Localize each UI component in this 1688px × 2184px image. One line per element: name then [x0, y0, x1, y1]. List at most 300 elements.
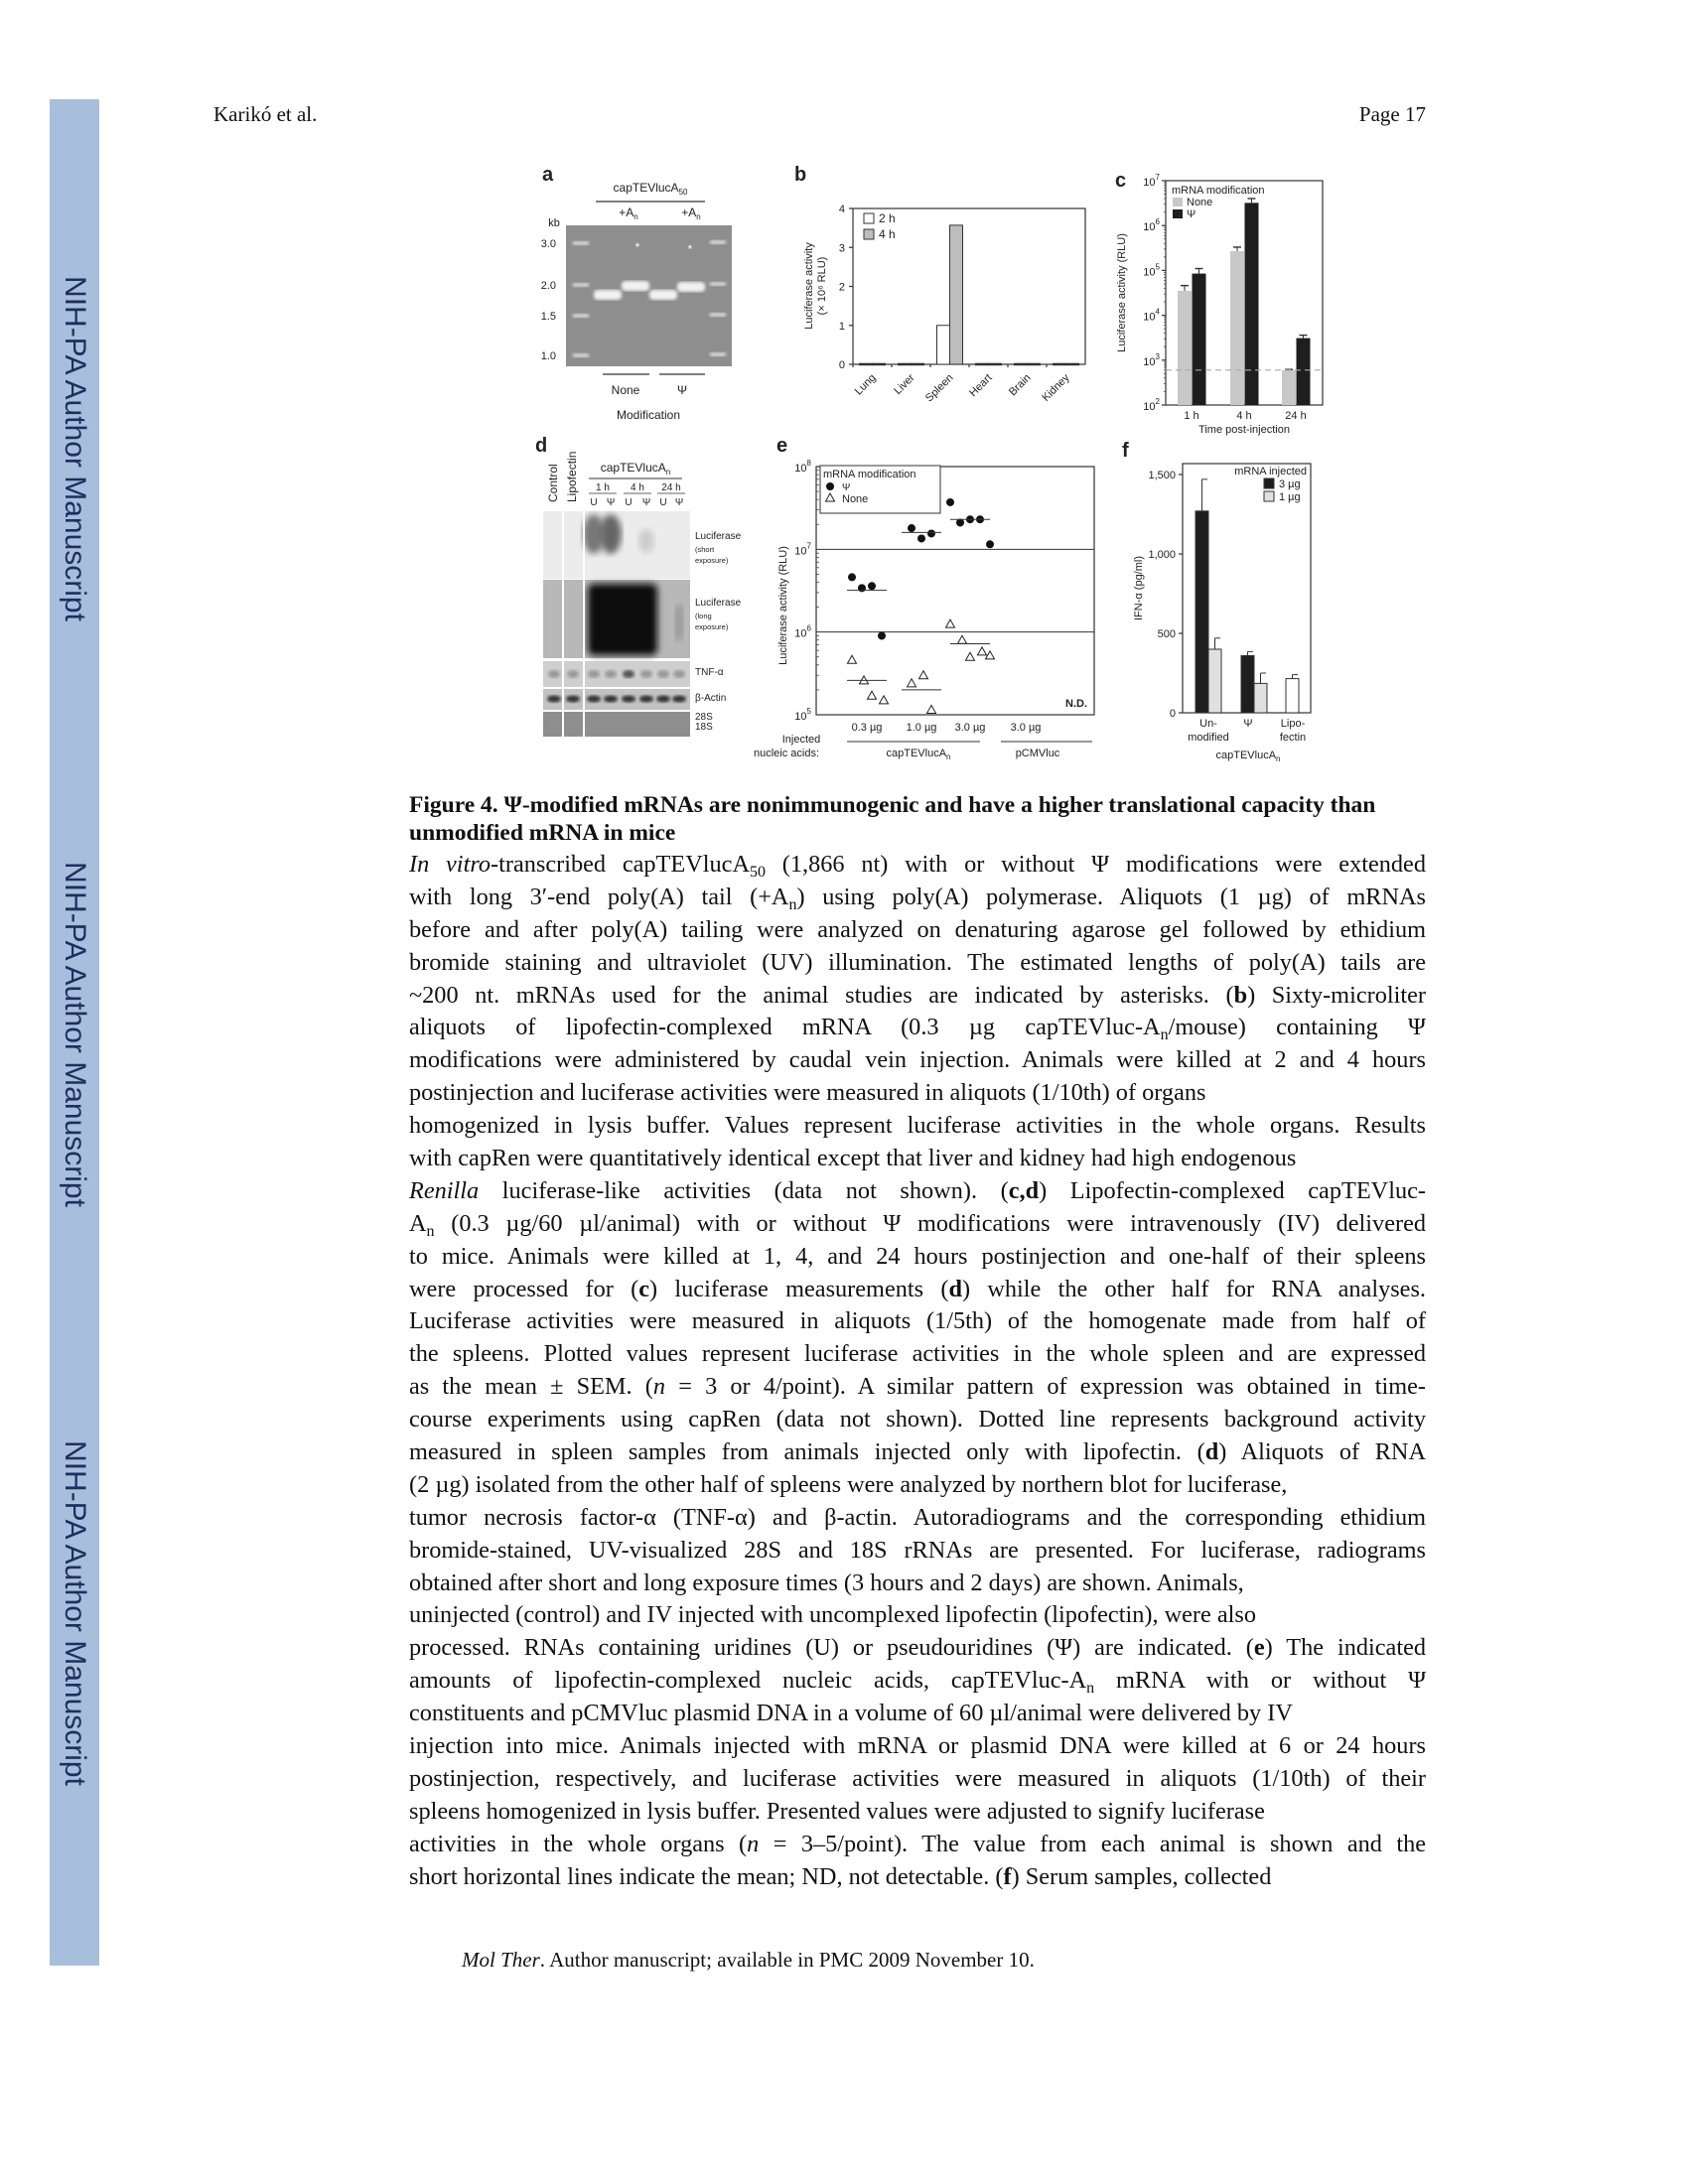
figure-4 [526, 159, 1430, 774]
caption-text: constituents and pCMVluc plasmid DNA in a volume of 60 µl/animal were delivered by IV [409, 1700, 1293, 1727]
manuscript-sidebar [50, 99, 99, 1966]
kb-tick-label: 2.0 [540, 280, 556, 292]
x-tick-label: Heart [967, 371, 995, 400]
group-label-captevluc-base: capTEVlucA [886, 748, 947, 759]
legend-title: mRNA modification [1172, 185, 1265, 197]
bar-1h-none [1178, 291, 1192, 405]
lane-label: Ψ [606, 497, 616, 508]
caption-text: measured in spleen samples from animals injected only with lipofectin. ( [409, 1438, 1205, 1466]
point-none [966, 652, 975, 660]
lane-label-psi-an [681, 205, 700, 221]
legend-label: 2 h [879, 211, 896, 225]
caption-title-line: Figure 4. Ψ-modified mRNAs are nonimmunogenic and have a higher translational capacity than [409, 792, 1376, 818]
y-tick-label-exp: 8 [806, 459, 811, 468]
tnf-band [548, 670, 560, 678]
column-label-lipofectin: Lipofectin [565, 451, 579, 502]
y-tick-label-base: 10 [794, 627, 807, 640]
bar-kidney-2h [1054, 363, 1066, 365]
caption-text: amounts of lipofectin-complexed nucleic acids, capTEVluc-A [409, 1667, 1087, 1695]
bar-4h-psi [1245, 203, 1259, 405]
y-tick-label [1143, 308, 1160, 324]
x-tick-label: 3.0 µg [954, 722, 986, 734]
caption-line [409, 947, 1426, 980]
panel-a-label: a [542, 164, 554, 186]
caption-text: mRNA with or without Ψ [1094, 1667, 1426, 1695]
caption-text: (1,866 nt) with or without Ψ modifications were extended [766, 851, 1426, 878]
caption-line [409, 1730, 1426, 1763]
actin-band [622, 696, 635, 703]
bar-3µg [1196, 511, 1208, 713]
y-tick-label-base: 10 [1143, 266, 1156, 279]
y-axis-label-line: (× 10⁶ RLU) [816, 256, 828, 316]
x-tick-label: 1.0 µg [906, 722, 937, 734]
bar-1h-psi [1193, 274, 1206, 405]
y-tick-label [1143, 173, 1160, 189]
bar-brain-4h [1028, 363, 1041, 365]
caption-text: short horizontal lines indicate the mean; ND, not detectable. ( [409, 1862, 1004, 1890]
bar-spleen-2h [937, 326, 950, 364]
blot-construct-label-sub: n [665, 468, 671, 477]
caption-line [409, 1632, 1426, 1665]
rna-band [677, 282, 705, 292]
caption-line [409, 1305, 1426, 1338]
lane-label: U [659, 497, 667, 508]
caption-text: n [747, 1830, 760, 1857]
caption-line [409, 1796, 1426, 1829]
caption-text: ~200 nt. mRNAs used for the animal studies are indicated by asterisks. ( [409, 981, 1234, 1009]
y-axis-label: IFN-α (pg/ml) [1133, 555, 1145, 621]
caption-line [409, 980, 1426, 1013]
caption-text: tumor necrosis factor-α (TNF-α) and β-actin. Autoradiograms and the corresponding ethidium [409, 1503, 1426, 1531]
point-none [908, 679, 916, 687]
y-tick-label [1143, 217, 1160, 233]
caption-text: postinjection and luciferase activities were measured in aliquots (1/10th) of organs [409, 1079, 1206, 1107]
y-tick-label: 1,500 [1148, 470, 1176, 481]
caption-body [409, 849, 1426, 1894]
caption-line [409, 1763, 1426, 1796]
y-tick-label-base: 10 [794, 711, 807, 723]
y-tick-label-exp: 7 [806, 541, 811, 551]
caption-line [409, 849, 1426, 882]
caption-text: homogenized in lysis buffer. Values represent luciferase activities in the whole organs. Results [409, 1112, 1426, 1140]
caption-line [409, 1208, 1426, 1241]
caption-text: as the mean ± SEM. ( [409, 1373, 653, 1401]
point-psi [848, 573, 856, 581]
tnf-band [640, 670, 652, 678]
y-axis-label: Luciferase activity (RLU) [777, 546, 789, 665]
blot-row-label: TNF-α [695, 667, 724, 678]
ladder-band [573, 283, 589, 287]
caption-line [409, 1077, 1426, 1110]
footer-journal: Mol Ther [462, 1948, 540, 1972]
footer-text: . Author manuscript; available in PMC 2009 November 10. [539, 1948, 1035, 1972]
x-tick-label: 0.3 µg [851, 722, 883, 734]
point-psi [927, 529, 935, 537]
bar-spleen-4h [950, 225, 963, 364]
blot-row-note: 18S [695, 722, 713, 733]
kb-tick-label: 3.0 [540, 238, 556, 250]
asterisk-none: * [634, 240, 640, 254]
caption-text: with long 3′-end poly(A) tail (+A [409, 883, 789, 910]
caption-text: ) using poly(A) polymerase. Aliquots (1 µg) of mRNAs [796, 883, 1426, 910]
y-tick-label: 1 [838, 320, 845, 333]
y-tick-label-exp: 2 [1155, 397, 1160, 406]
point-psi [986, 540, 994, 548]
kb-label: kb [548, 217, 560, 229]
panel-a-construct-sub: 50 [678, 188, 688, 197]
y-tick-label-exp: 4 [1155, 307, 1160, 317]
legend-swatch [1173, 209, 1183, 218]
lane-label-none-an-sub: n [633, 212, 638, 221]
y-tick-label: 0 [838, 359, 845, 371]
caption-text: f [1003, 1862, 1012, 1890]
point-psi [946, 498, 954, 506]
panel-d-label: d [535, 435, 548, 457]
y-tick-label-exp: 7 [1155, 173, 1160, 182]
legend-title: mRNA injected [1234, 466, 1307, 478]
x-tick-label: Brain [1006, 371, 1034, 399]
point-psi [908, 524, 915, 532]
x-tick-label: fectin [1279, 732, 1307, 744]
y-tick-label: 0 [1169, 708, 1176, 720]
x-tick-label: 4 h [1236, 410, 1252, 422]
y-axis-label-line: Luciferase activity [803, 242, 815, 330]
blot-row-note: exposure) [695, 556, 729, 565]
caption-text: 50 [750, 864, 767, 881]
caption-line [409, 1829, 1426, 1861]
sidebar-label: NIH-PA Author Manuscript [59, 1440, 91, 1786]
caption-text: aliquots of lipofectin-complexed mRNA (0.3 µg capTEVluc-A [409, 1014, 1161, 1041]
y-tick-label [1143, 397, 1160, 413]
point-psi [868, 582, 876, 590]
y-tick-label-base: 10 [1143, 311, 1156, 324]
bar-4h-none [1230, 251, 1244, 405]
actin-band [547, 696, 561, 703]
y-tick-label [794, 624, 811, 640]
caption-text: -transcribed capTEVlucA [491, 851, 751, 878]
tnf-band [673, 670, 685, 678]
sidebar-label: NIH-PA Author Manuscript [59, 862, 91, 1207]
y-axis-label [803, 242, 828, 330]
x-tick-label: Lung [852, 371, 879, 398]
caption-line [409, 1698, 1426, 1730]
bar-1µg [1254, 683, 1267, 713]
bar-kidney-4h [1066, 363, 1079, 365]
legend-swatch [864, 229, 874, 239]
legend-label: Ψ [1187, 208, 1196, 220]
caption-text: bromide-stained, UV-visualized 28S and 18S rRNAs are presented. For luciferase, radiograms [409, 1536, 1426, 1564]
caption-text: c [638, 1275, 650, 1302]
y-tick-label: 500 [1157, 628, 1176, 640]
caption-line [409, 1274, 1426, 1306]
caption-text: = 3 or 4/point). A similar pattern of expression was obtained in time- [665, 1373, 1426, 1401]
bar-lipofectin [1286, 679, 1299, 713]
caption-text: Luciferase activities were measured in aliquots (1/5th) of the homogenate made from half of [409, 1307, 1426, 1335]
caption-text: ) The indicated [1264, 1634, 1426, 1662]
ladder-band [573, 314, 589, 318]
point-none [927, 705, 936, 713]
caption-text: ) Aliquots of RNA [1218, 1438, 1426, 1466]
y-tick-label-exp: 5 [1155, 262, 1160, 272]
bar-liver-2h [899, 363, 912, 365]
caption-text: the spleens. Plotted values represent luciferase activities in the whole spleen and are expressed [409, 1340, 1426, 1368]
ladder-band [573, 241, 589, 245]
ladder-band [710, 282, 726, 286]
point-psi [878, 631, 886, 639]
time-label: 4 h [631, 482, 644, 493]
y-tick-label-exp: 3 [1155, 351, 1160, 361]
caption-text: = 3–5/point). The value from each animal is shown and the [759, 1830, 1426, 1857]
legend-marker-psi [826, 482, 834, 490]
caption-text: n [652, 1373, 666, 1401]
column-label-control: Control [546, 464, 560, 502]
x-tick-label: 24 h [1285, 410, 1307, 422]
x-axis-label: Injected [781, 734, 821, 746]
caption-line [409, 1568, 1426, 1600]
caption-text: A [409, 1209, 427, 1237]
caption-text: modifications were administered by caudal vein injection. Animals were killed at 2 and 4 hours [409, 1046, 1426, 1074]
caption-text: bromide staining and ultraviolet (UV) illumination. The estimated lengths of poly(A) tails are [409, 948, 1426, 976]
blot-row-label: 28S [695, 712, 713, 723]
caption-line [409, 914, 1426, 947]
bar-24h-psi [1297, 339, 1311, 405]
group-label-sub: n [1276, 754, 1281, 763]
caption-line [409, 1044, 1426, 1077]
y-tick-label-base: 10 [794, 463, 807, 475]
panel-a-construct [614, 181, 688, 197]
y-tick-label-exp: 6 [1155, 217, 1160, 227]
panel-f-label: f [1122, 440, 1129, 462]
caption-text: In vitro [409, 851, 492, 878]
caption-text: ) luciferase measurements ( [649, 1275, 949, 1302]
bar-heart-4h [989, 363, 1002, 365]
caption-line [409, 1110, 1426, 1143]
ladder-band [710, 313, 726, 317]
caption-text: (2 µg) isolated from the other half of spleens were analyzed by northern blot for luciferase, [409, 1470, 1288, 1498]
rna-band [622, 281, 649, 291]
x-axis-label: Time post-injection [1198, 424, 1290, 436]
x-tick-label: Ψ [1243, 718, 1253, 730]
sidebar-label: NIH-PA Author Manuscript [59, 276, 91, 621]
legend-swatch [1264, 491, 1274, 501]
caption-line [409, 1338, 1426, 1371]
x-tick-label: Un- [1199, 718, 1217, 730]
luciferase-band-long [675, 606, 683, 640]
lane-label: Ψ [674, 497, 684, 508]
caption-line [409, 1665, 1426, 1698]
ladder-band [573, 353, 589, 357]
y-tick-label [794, 459, 811, 475]
caption-text: luciferase-like activities (data not shown). ( [479, 1176, 1009, 1204]
lane-label-none-an-base: +A [619, 205, 634, 219]
caption-line [409, 1371, 1426, 1404]
legend-swatch [1264, 478, 1274, 488]
y-tick-label-exp: 5 [806, 707, 811, 716]
x-tick-label: Kidney [1040, 371, 1072, 404]
caption-text: n [426, 1222, 435, 1240]
x-tick-label: 3.0 µg [1010, 722, 1042, 734]
blot-strip [543, 712, 690, 737]
y-tick-label-base: 10 [1143, 221, 1156, 234]
actin-band [566, 696, 580, 703]
caption-text: were processed for ( [409, 1275, 639, 1302]
caption-line [409, 1535, 1426, 1568]
legend-label: None [1187, 197, 1213, 208]
caption-text: uninjected (control) and IV injected with uncomplexed lipofectin (lipofectin), were also [409, 1601, 1257, 1629]
luciferase-band [600, 514, 622, 554]
caption-text: ) Sixty-microliter [1247, 981, 1426, 1009]
blot-row-note: (short [695, 545, 715, 554]
y-tick-label: 2 [838, 281, 845, 294]
caption-text: ) Lipofectin-complexed capTEVluc- [1039, 1176, 1426, 1204]
lane-separator [583, 511, 585, 737]
lane-label: U [590, 497, 598, 508]
caption-line [409, 1469, 1426, 1502]
y-tick-label: 4 [838, 204, 845, 215]
point-psi [858, 584, 866, 592]
x-tick-label: 1 h [1184, 410, 1199, 422]
y-tick-label-base: 10 [794, 545, 807, 558]
panel-a-construct-base: capTEVlucA [613, 181, 679, 195]
time-label: 1 h [596, 482, 610, 493]
y-tick-label-base: 10 [1143, 355, 1156, 368]
bar-brain-2h [1015, 363, 1028, 365]
caption-text: activities in the whole organs ( [409, 1830, 748, 1857]
group-label-captevluc [887, 748, 951, 761]
luciferase-band-long [588, 584, 657, 655]
point-none [958, 635, 967, 643]
caption-text: processed. RNAs containing uridines (U) or pseudouridines (Ψ) are indicated. ( [409, 1634, 1254, 1662]
panel-e-label: e [776, 435, 788, 457]
bar-1µg [1208, 649, 1221, 713]
actin-band [587, 696, 601, 703]
tnf-band [657, 670, 669, 678]
caption-line [409, 1241, 1426, 1274]
legend-label: 4 h [879, 227, 896, 241]
y-tick-label-exp: 6 [806, 623, 811, 633]
legend-swatch [864, 213, 874, 223]
caption-text: ) Serum samples, collected [1011, 1862, 1272, 1890]
point-psi [917, 534, 925, 542]
lane-label: Ψ [641, 497, 651, 508]
kb-tick-label: 1.0 [540, 350, 556, 362]
caption-text: course experiments using capRen (data not shown). Dotted line represents background activity [409, 1406, 1426, 1433]
header-page-number: Page 17 [1358, 102, 1426, 126]
point-none [868, 691, 877, 699]
caption-text: d [1204, 1438, 1219, 1466]
time-label: 24 h [661, 482, 681, 493]
blot-row-note: exposure) [695, 622, 729, 631]
actin-band [639, 696, 653, 703]
panel-c-label: c [1115, 170, 1127, 192]
actin-band [672, 696, 686, 703]
caption-text: ) while the other half for RNA analyses. [961, 1275, 1426, 1302]
blot-row-label: Luciferase [695, 531, 742, 542]
y-tick-label [794, 707, 811, 723]
group-label [1216, 750, 1281, 763]
bar-lung-4h [873, 363, 886, 365]
legend-label: 1 µg [1279, 491, 1301, 503]
caption-text: postinjection, respectively, and luciferase activities were measured in aliquots (1/10th) of their [409, 1764, 1426, 1792]
caption-text: n [788, 895, 797, 913]
legend-title: mRNA modification [823, 469, 916, 480]
caption-text: to mice. Animals were killed at 1, 4, and 24 hours postinjection and one-half of their spleens [409, 1242, 1426, 1270]
caption-text: d [948, 1275, 962, 1302]
caption-line [409, 1436, 1426, 1469]
caption-line [409, 1599, 1426, 1632]
caption-title-line: unmodified mRNA in mice [409, 820, 676, 846]
y-tick-label: 3 [838, 242, 845, 255]
caption-line [409, 1502, 1426, 1535]
kb-tick-label: 1.5 [540, 311, 556, 323]
blot-row-note: (long [695, 612, 712, 620]
caption-text: n [1086, 1680, 1095, 1698]
point-none [848, 655, 857, 663]
caption-line [409, 882, 1426, 914]
bar-lung-2h [860, 363, 873, 365]
blot-row-label: Luciferase [695, 598, 742, 609]
asterisk-psi: * [687, 242, 693, 256]
group-label-none: None [611, 383, 640, 397]
legend-label: 3 µg [1279, 478, 1301, 490]
caption-text: c,d [1008, 1176, 1040, 1204]
y-tick-label [794, 541, 811, 557]
legend-label: None [842, 493, 869, 505]
group-label-psi: Ψ [676, 383, 688, 397]
y-tick-label [1143, 352, 1160, 368]
caption-text: (0.3 µg/60 µl/animal) with or without Ψ modifications were intravenously (IV) delivered [434, 1209, 1426, 1237]
x-tick-label: modified [1188, 732, 1229, 744]
caption-text: spleens homogenized in lysis buffer. Presented values were adjusted to signify luciferase [409, 1797, 1265, 1825]
group-label-pcmvluc: pCMVluc [1015, 748, 1060, 759]
point-none [919, 671, 928, 679]
y-tick-label-base: 10 [1143, 401, 1156, 413]
lane-label-psi-an-base: +A [681, 205, 697, 219]
x-tick-label: Liver [892, 371, 917, 397]
caption-line [409, 1175, 1426, 1208]
ladder-band [710, 352, 726, 356]
luciferase-band [638, 529, 654, 553]
blot-row-label: β-Actin [695, 693, 727, 704]
actin-band [604, 696, 618, 703]
group-label-captevluc-sub: n [946, 752, 951, 761]
tnf-band [605, 670, 617, 678]
lane-label: U [625, 497, 633, 508]
caption-text: injection into mice. Animals injected with mRNA or plasmid DNA were killed at 6 or 24 hours [409, 1732, 1426, 1760]
x-axis-label: nucleic acids: [753, 748, 820, 759]
point-none [946, 619, 955, 627]
lane-separator [562, 511, 564, 737]
caption-text: before and after poly(A) tailing were analyzed on denaturing agarose gel followed by ethidium [409, 915, 1426, 943]
lane-label-psi-an-sub: n [696, 212, 701, 221]
group-label-base: capTEVlucA [1215, 750, 1277, 761]
tnf-band [567, 670, 579, 678]
footer-citation [462, 1948, 1035, 1973]
lane-label-none-an [619, 205, 637, 221]
nd-label: N.D. [1065, 698, 1087, 710]
bar-3µg [1241, 655, 1254, 713]
bar-liver-4h [912, 363, 924, 365]
bar-heart-2h [976, 363, 989, 365]
caption-text: obtained after short and long exposure times (3 hours and 2 days) are shown. Animals, [409, 1569, 1244, 1596]
x-tick-label: Lipo- [1280, 718, 1306, 730]
figure-caption [409, 791, 1426, 1894]
y-tick-label-base: 10 [1143, 177, 1156, 189]
caption-text: b [1233, 981, 1248, 1009]
point-none [880, 696, 889, 704]
panel-b-label: b [794, 164, 807, 186]
caption-title [409, 791, 1426, 847]
